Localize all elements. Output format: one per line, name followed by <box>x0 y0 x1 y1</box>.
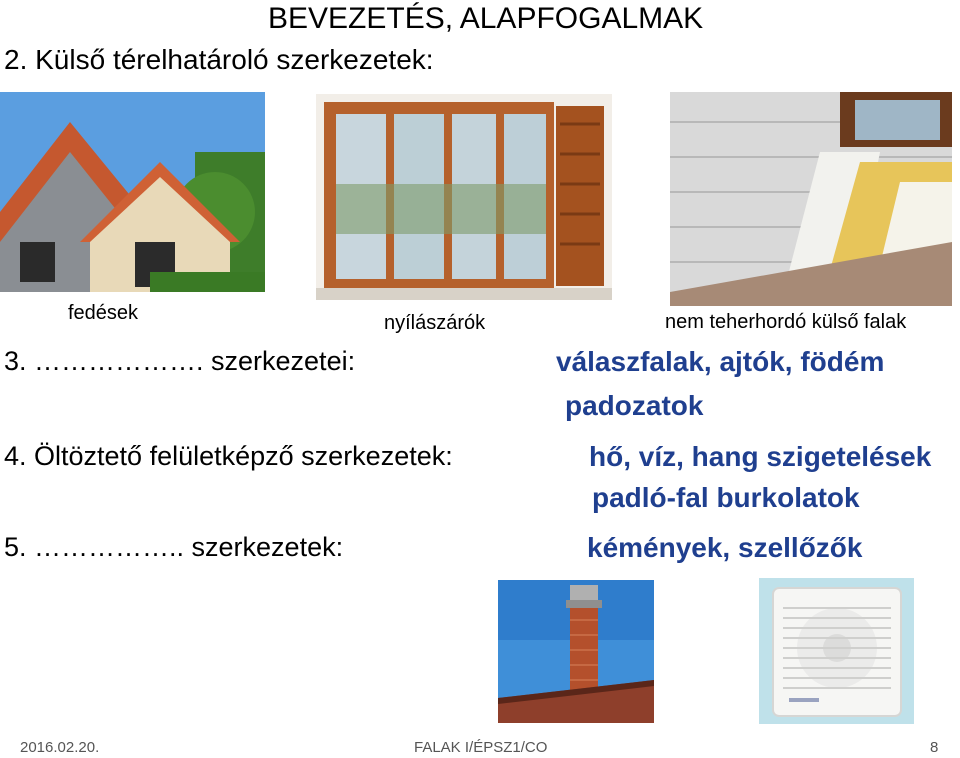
item-2-label: 2. Külső térelhatároló szerkezetek: <box>4 44 434 75</box>
item-4-value: hő, víz, hang szigetelések <box>589 441 932 472</box>
item-3-label: 3. ………………. szerkezetei: <box>4 346 356 376</box>
windows-image <box>316 94 612 300</box>
item-4-label: 4. Öltöztető felületképző szerkezetek: <box>4 441 453 471</box>
caption-roofing: fedések <box>68 302 139 324</box>
page-title: BEVEZETÉS, ALAPFOGALMAK <box>268 2 704 35</box>
item-5-label: 5. …………….. szerkezetek: <box>4 532 344 562</box>
footer-date: 2016.02.20. <box>20 739 100 756</box>
item-3-value: válaszfalak, ajtók, födém <box>556 346 885 377</box>
caption-walls: nem teherhordó külső falak <box>665 311 907 333</box>
ventilation-fan-image <box>759 578 914 724</box>
wall-insulation-image <box>670 92 952 306</box>
item-4-value-2: padló-fal burkolatok <box>592 482 860 513</box>
item-3-value-2: padozatok <box>565 390 704 421</box>
item-5-value: kémények, szellőzők <box>587 532 863 563</box>
chimney-image <box>498 580 654 723</box>
footer-course: FALAK I/ÉPSZ1/CO <box>414 739 548 756</box>
caption-windows: nyílászárók <box>384 312 486 334</box>
footer-page-number: 8 <box>930 739 939 756</box>
roof-image <box>0 92 265 292</box>
